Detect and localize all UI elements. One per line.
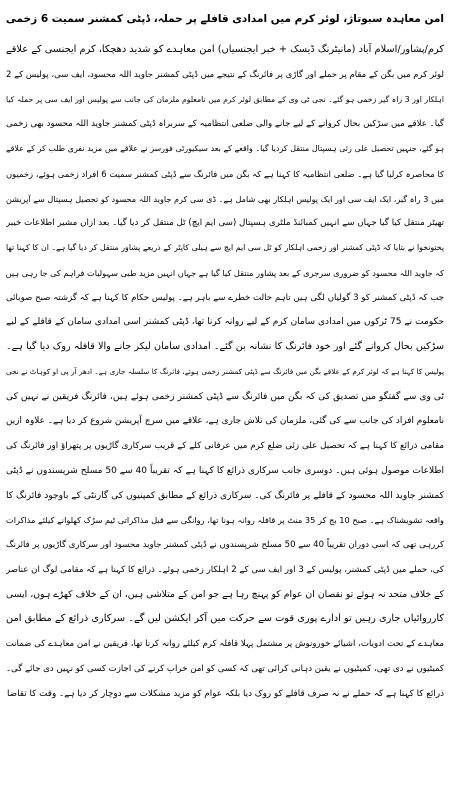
article-line: جب کہ ڈپٹی کمشنر کو 3 گولیاں لگی ہیں تاہم حالت خطرے سے باہر ہے۔ پولیس حکام کا کہنا ہے کہ گزشتہ صبح صوبائی (6, 292, 444, 303)
article-line: گیا۔ علاقے میں سڑکیں بحال کروانے کے لیے جانے والی ضلعی انتظامیہ کے سربراہ ڈپٹی کمشنر جاوید اللہ محسود بھی زخمی (6, 119, 444, 130)
article-line: کمشنر جاوید اللہ محسود کے قافلے پر فائرنگ کی۔ سرکاری ذرائع کے مطابق کمپنیوں کی گارنٹی کے باوجود فائرنگ کا (6, 490, 444, 501)
article-line: پختونخوا نے بتایا کہ ڈپٹی کمشنر اور زخمی اہلکار کو ٹل سی ایم ایچ سے ہیلی کاپٹر کے ذریعے پشاور منتقل کر دیا گیا ہے۔ ان کا کہنا تھا (6, 243, 444, 252)
article-line: کی، حملے میں ڈپٹی کمشنر، پولیس کے 3 اور ایف سی کے 2 اہلکار زخمی ہوئے۔ ذرائع کا کہنا ہے کہ مقامی لوگ ان عناصر (6, 564, 444, 575)
article-line: سڑکیں بحال کروانے گئے اور خود فائرنگ کا نشانہ بن گئے۔ امدادی سامان لیکر جانے والا قافلہ روک دیا گیا ہے۔ (6, 341, 444, 352)
article-line: مقامی ذرائع کا کہنا ہے کہ تحصیل علی زئی ضلع کرم میں عرفانی کلے کے قریب سرکاری گاڑیوں پر پتھراؤ اور فائرنگ کی (6, 441, 444, 451)
article-line: ذرائع کا کہنا ہے کہ حملے نے نہ صرف قافلے کو روک دیا بلکہ عوام کو مزید مشکلات سے دوچار کر دیا ہے۔ وقت کا تقاضا (6, 688, 444, 699)
article-line: کارروائیاں جاری رہیں تو ادارے پوری قوت سے حرکت میں آکر ایکشن لیں گے۔ سرکاری ذرائع کے مطابق امن (6, 613, 444, 625)
article-line: نامعلوم افراد کی جانب سے کی گئی، ملزمان کی تلاش جاری ہے، علاقے میں سرچ آپریشن شروع کر دیا ہے۔ علاوہ ازیں (6, 416, 444, 427)
article-line: کا محاصرہ کرلیا گیا ہے۔ ضلعی انتظامیہ کا کہنا ہے کہ بگن میں فائرنگ سے ڈپٹی کمشنر سمیت 6 افراد زخمی ہوئے، زخمیوں (6, 168, 444, 179)
article-body (6, 38, 444, 706)
article-line: کے خلاف متحد نہ ہوئے تو نقصان ان عوام کو پہنچ رہا ہے جو امن کے متلاشی ہیں، ان کے خلاف کھڑے ہوں، ایسی (6, 588, 444, 600)
article-line: کہ جاوید اللہ محسود کو ضروری سرجری کے بعد پشاور منتقل کیا گیا ہے جہاں انہیں مزید طبی سہولیات فراہم کی جا رہی ہیں (6, 267, 444, 278)
article-line: میں 3 راہ گیر، ایک ایف سی اور ایک پولیس اہلکار بھی شامل ہے۔ ڈی سی کرم جاوید اللہ محسود کو تحصیل ہسپتال سے آپریشن (6, 193, 444, 204)
article-line: کررہی تھی کہ اسی دوران تقریباً 40 سے 50 مسلح شرپسندوں نے ڈپٹی کمشنر جاوید محسود اور سرکاری گاڑیوں پر فائرنگ (6, 540, 444, 550)
article-line: کمیٹیوں نے دی تھی، کمیٹیوں نے یقین دہانی کرائی تھی کہ کسی کو امن خراب کرنے کی اجازت کسی کو نہیں دی جائے گی۔ (6, 663, 444, 674)
article-line: واقعہ تشویشناک ہے۔ صبح 10 بج کر 35 منٹ پر قافلہ روانہ ہونا تھا، روانگی سے قبل مذاکراتی ٹیم سڑک کھلوانے کیلئے مذاکرات (6, 515, 444, 526)
article-line: کرم/پشاور/اسلام آباد (مانیٹرنگ ڈیسک + خبر ایجنسیاں) امن معاہدے کو شدید دھچکا، کرم ایجنسی کے علاقے (6, 44, 444, 55)
article-line: ٹی وی سے گفتگو میں تصدیق کی کہ بگن میں فائرنگ سے ڈپٹی کمشنر زخمی ہوئے ہیں، فائرنگ فریقین نے نہیں کی (6, 391, 444, 402)
article-line: پولیس کا کہنا ہے کہ لوئر کرم کے علاقے بگن میں فائرنگ سے ڈپٹی کمشنر زخمی ہوئے، فائرنگ کا سلسلہ جاری ہے۔ ادھر آر پی او کوہاٹ نے نجی (6, 366, 444, 376)
article-line: اطلاعات موصول ہوئی ہیں۔ دوسری جانب سرکاری ذرائع کا کہنا ہے کہ تقریباً 40 سے 50 مسلح شرپسندوں نے ڈپٹی (6, 465, 444, 476)
article-line: تھیٹر منتقل کیا گیا جہاں سے انہیں کمبائنڈ ملٹری ہسپتال (سی ایم ایچ) ٹل منتقل کر دیا گیا۔ بعد ازاں مشیر اطلاعات خیبر (6, 218, 444, 229)
article-line: اہلکار اور 3 راہ گیر زخمی ہو گئے۔ نجی ٹی وی کے مطابق لوئر کرم میں نامعلوم ملزمان کی جانب سے پولیس اور ایف سی پر حملہ کیا (6, 94, 444, 104)
article-line: لوئر کرم میں بگن کے مقام پر حملے اور گاڑی پر فائرنگ کے نتیجے میں ڈپٹی کمشنر جاوید اللہ محسود، ایف سی، پولیس کے 2 (6, 69, 444, 80)
article-headline: امن معاہدہ سبوتاژ، لوئر کرم میں امدادی قافلے پر حملہ، ڈپٹی کمشنر سمیت 6 زخمی (5, 13, 444, 25)
article-line: حکومت نے 75 ٹرکوں میں امدادی سامان کرم کے لیے روانہ کرنا تھا، ڈپٹی کمشنر اسی امدادی سامان کے قافلے کے لیے (6, 317, 444, 328)
article-line: ہو گئے، جنہیں تحصیل علی زئی ہسپتال منتقل کردیا گیا۔ واقعے کے بعد سیکیورٹی فورسز نے علاقے میں مزید نفری طلب کر کے علاقے (6, 144, 444, 153)
article-line: معاہدے کے تحت ادویات، اشیائے خورونوش پر مشتمل پہلا قافلہ کرم کیلئے روانہ کرنا تھا، فریقین نے امن معاہدے کی ضمانت (6, 639, 444, 649)
